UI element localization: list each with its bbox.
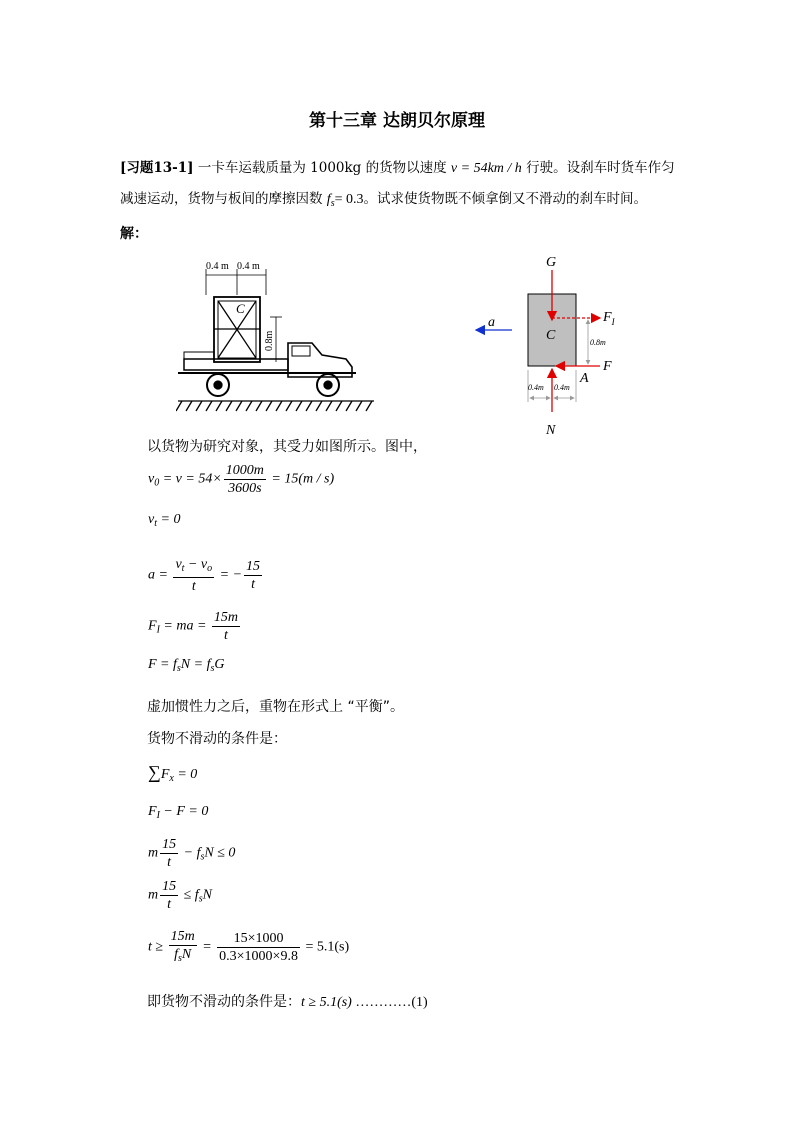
conclusion: 即货物不滑动的条件是：t ≥ 5.1(s) …………(1) — [147, 994, 428, 1010]
dim-top-left: 0.4 m — [206, 261, 229, 272]
eq-v0: $v_0 = v = 54\times$ $\frac{1000m}{3600s}$ = 15(m / s) — [148, 463, 335, 496]
ground-hatch — [176, 401, 372, 411]
eq-ineq2: m $\frac{15}{t}$ ≤ $f_sN$ — [148, 879, 212, 912]
dim-top-right: 0.4 m — [237, 261, 260, 272]
problem-tag: [习题13-1] — [120, 160, 194, 176]
dim-fbd-h: 0.8m — [590, 338, 606, 347]
label-N: N — [546, 423, 556, 438]
label-A: A — [580, 371, 589, 386]
eq-ineq1: m $\frac{15}{t}$ − $f_sN \le 0$ — [148, 837, 236, 870]
label-a: a — [488, 315, 495, 330]
label-FI: $F_I$ — [603, 310, 615, 327]
free-body-diagram — [470, 252, 630, 442]
dim-fbd-w2: 0.4m — [554, 383, 570, 392]
friction-value: = 0.3 — [334, 192, 364, 207]
eq-a: a = $\frac{v_t - v_o}{t}$ = − $\frac{15}{t}$ — [148, 557, 261, 594]
eq-fi-minus-f: $F_I - F = 0$ — [148, 804, 209, 821]
problem-text-2: 行驶。设刹车时货车作匀 — [521, 160, 675, 176]
balance-text: 虚加惯性力之后，重物在形式上 “平衡”。 — [147, 699, 404, 715]
velocity-expr: v = 54km / h — [450, 161, 522, 176]
eq-sum-fx: $\sum F_x = 0$ — [148, 762, 198, 784]
eq-FI: $F_I$ = ma = $\frac{15m}{t}$ — [148, 610, 239, 643]
solution-label: 解： — [120, 226, 148, 242]
page-title: 第十三章 达朗贝尔原理 — [309, 111, 485, 131]
truck-cab — [288, 343, 352, 377]
problem-text-1: 一卡车运载质量为 1000kg 的货物以速度 — [193, 160, 451, 176]
label-F: F — [603, 359, 612, 374]
condition-text: 货物不滑动的条件是： — [147, 731, 287, 747]
problem-statement — [120, 153, 680, 219]
crate-label-c: C — [236, 301, 245, 316]
truck-figure — [176, 255, 376, 415]
problem-line2-a: 减速运动，货物与板间的摩擦因数 — [120, 191, 327, 207]
label-G: G — [546, 255, 557, 270]
dim-fbd-w1: 0.4m — [528, 383, 544, 392]
problem-line2-b: 。试求使货物既不倾拿倒又不滑动的刹车时间。 — [363, 191, 647, 207]
eq-F: $F = f_sN = f_sG$ — [148, 657, 225, 674]
eq-vt: $v_t = 0$ — [148, 512, 181, 529]
friction-symbol: $f_s$ — [326, 192, 335, 209]
dim-height: 0.8m — [264, 330, 275, 351]
eq-result: t ≥ $\frac{15m}{f_sN}$ = $\frac{15\times 1000}{0.3\times 1000\times 9.8}$ = 5.1(s) — [148, 929, 350, 964]
intro-text: 以货物为研究对象，其受力如图所示。图中， — [147, 439, 427, 455]
truck-bed — [184, 359, 288, 370]
label-C: C — [546, 328, 556, 343]
